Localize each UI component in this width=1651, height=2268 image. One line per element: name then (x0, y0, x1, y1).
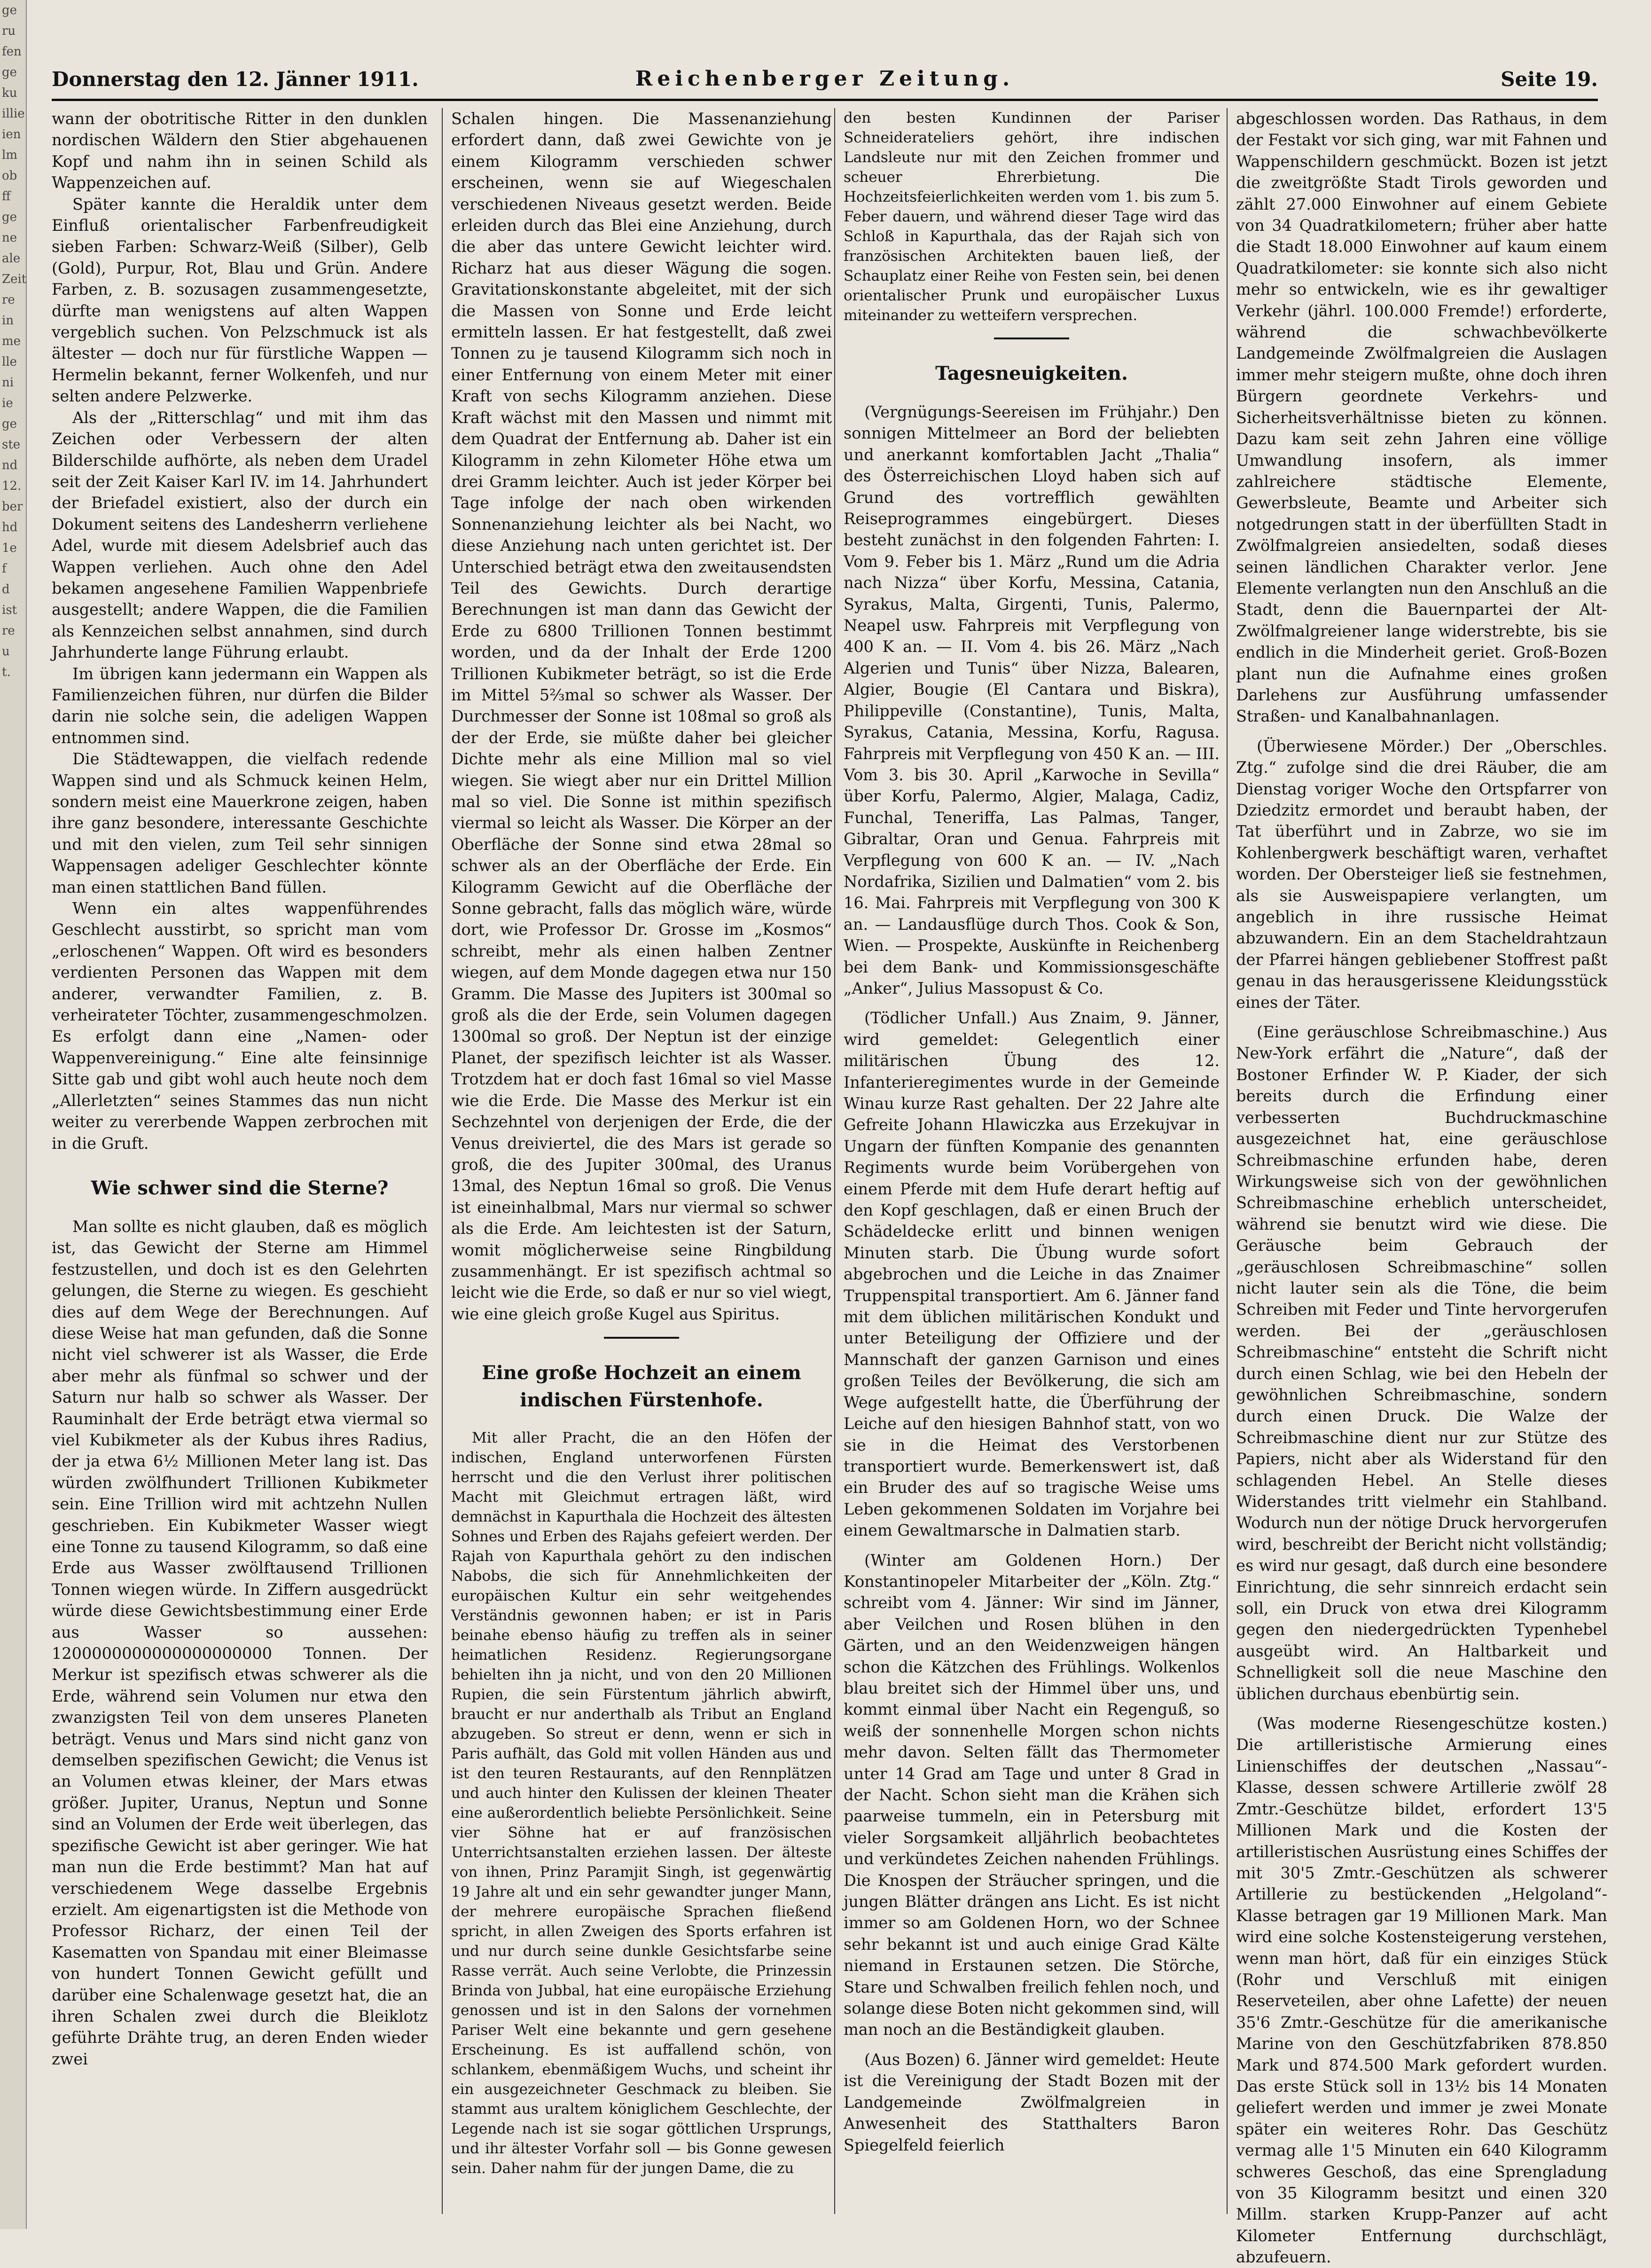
news-item: (Überwiesene Mörder.) Der „Oberschles. Ztg.“ zufolge sind die drei Räuber, die am Dienstag voriger Woche den Ortspfarrer von Dziedzitz ermordet und beraubt haben, der Tat überführt und in Zabrze, wo sie im Kohlenbergwerk beschäftigt waren, verhaftet worden. Der Obersteiger ließ sie festnehmen, als sie Ausweispapiere verlangten, um angeblich in ihre russische Heimat abzuwandern. Ein an dem Stacheldrahtzaun der Pfarrei hängen gebliebener Stoffrest paßt genau in das herausgerissene Kleidungsstück eines der Täter. (1236, 737, 1607, 1012)
article-paragraph: Im übrigen kann jedermann ein Wappen als Familienzeichen führen, nur dürfen die Bilder darin nie solche sein, die adeligen Wappen entnommen sind. (52, 664, 428, 747)
article-paragraph: Schalen hingen. Die Massenanziehung erfordert dann, daß zwei Gewichte von je einem Kilogramm verschieden schwer erscheinen, wenn sie auf Wiegeschalen verschiedenen Niveaus gesetzt werden. Beide erleiden durch das Blei eine Anziehung, durch die aber das untere Gewicht leichter wird. Richarz hat aus dieser Wägung die sogen. Gravitationskonstante abgeleitet, mit der sich die Massen von Sonne und Erde leicht ermitteln lassen. Er hat festgestellt, daß zwei Tonnen zu je tausend Kilogramm sich noch in einer Entfernung von einem Meter mit einer Kraft von sechs Kilogramm anziehen. Diese Kraft wächst mit den Massen und nimmt mit dem Quadrat der Entfernung ab. Daher ist ein Kilogramm in zehn Kilometer Höhe etwa um drei Gramm leichter. Auch ist jeder Körper bei Tage infolge der nach oben wirkenden Sonnenanziehung leichter als bei Nacht, wo diese Anziehung nach unten gerichtet ist. Der Unterschied beträgt etwa den zweitausendsten Teil des Gewichts. Durch derartige Berechnungen ist man dann das Gewicht der Erde zu 6800 Trillionen Tonnen bestimmt worden, und da der Inhalt der Erde 1200 Trillionen Kubikmeter beträgt, so ist die Erde im Mittel 5⅔mal so schwer als Wasser. Der Durchmesser der Sonne ist 108mal so groß als der der Erde, sie müßte daher bei gleicher Dichte mehr als eine Million mal so viel wiegen. Sie wiegt aber nur ein Drittel Million mal so viel. Die Sonne ist mithin spezifisch viermal so leicht als Wasser. Die Körper an der Oberfläche der Sonne sind etwa 28mal so schwer als an der Oberfläche der Erde. Ein Kilogramm Gewicht auf die Oberfläche der Sonne gebracht, falls das möglich wäre, würde dort, wie Professor Dr. Grosse im „Kosmos“ schreibt, mehr als einen halben Zentner wiegen, auf dem Monde dagegen etwa nur 150 Gramm. Die Masse des Jupiters ist 300mal so groß als die der Erde, sein Volumen dagegen 1300mal so groß. Der Neptun ist der einzige Planet, der spezifisch leichter ist als Wasser. Trotzdem hat er doch fast 16mal so viel Masse wie die Erde. Die Masse des Merkur ist ein Sechzehntel von derjenigen der Erde, die der Venus dreiviertel, die des Mars ist gerade so groß, die des Jupiter 300mal, des Uranus 13mal, des Neptun 16mal so groß. Die Venus ist eineinhalbmal, Mars nur viermal so schwer als die Erde. Am leichtesten ist der Saturn, womit möglicherweise seine Ringbildung zusammenhängt. Er ist spezifisch achtmal so leicht wie die Erde, so daß er nur so viel wiegt, wie eine gleich große Kugel aus Spiritus. (451, 110, 832, 1323)
news-item: (Winter am Goldenen Horn.) Der Konstantinopeler Mitarbeiter der „Köln. Ztg.“ schreibt vom 4. Jänner: Wir sind im Jänner, aber Veilchen und Rosen blühen in den Gärten, und an den Weidenzweigen hängen schon die Kätzchen des Frühlings. Wolkenlos blau breitet sich der Himmel über uns, und kommt einmal über Nacht ein Regenguß, so weiß der sonnenhelle Morgen schon nichts mehr davon. Selten fällt das Thermometer unter 14 Grad am Tage und unter 8 Grad in der Nacht. Schon sieht man die Krähen sich paarweise tummeln, ein in Petersburg mit vieler Sorgsamkeit alljährlich beobachtetes und verkündetes Zeichen nahenden Frühlings. Die Knospen der Sträucher springen, und die jungen Blätter drängen ans Licht. Es ist nicht immer so am Goldenen Horn, wo der Schnee sehr bekannt ist und auch einige Grad Kälte niemand in Erstaunen setzen. Die Störche, Stare und Schwalben freilich fehlen noch, und solange diese Boten nicht gekommen sind, will man noch an die Beständigkeit glauben. (844, 1551, 1220, 2039)
news-item: (Tödlicher Unfall.) Aus Znaim, 9. Jänner, wird gemeldet: Gelegentlich einer militärischen Übung des 12. Infanterieregimentes wurde in der Gemeinde Winau kurze Rast gehalten. Der 22 Jahre alte Gefreite Johann Hlawiczka aus Erzekujvar in Ungarn der fünften Kompanie des genannten Regiments wurde beim Vorübergehen von einem Pferde mit dem Hufe derart heftig auf den Kopf geschlagen, daß er einen Bruch der Schädeldecke erlitt und binnen wenigen Minuten starb. Die Übung wurde sofort abgebrochen und die Leiche in das Znaimer Truppenspital transportiert. Am 6. Jänner fand mit dem üblichen militärischen Kondukt und unter Beteiligung der Offiziere und der Mannschaft der ganzen Garnison und eines großen Teiles der Bevölkerung, die sich am Wege aufgestellt hatte, die Überführung der Leiche auf den hiesigen Bahnhof statt, von wo sie in die Heimat des Verstorbenen transportiert wurde. Bemerkenswert ist, daß ein Bruder des auf so tragische Weise ums Leben gekommenen Soldaten im Vorjahre bei einem Gewaltmarsche in Dalmatien starb. (844, 1009, 1220, 1540)
edge-fragment: f (2, 562, 7, 576)
edge-fragment: ff (2, 189, 11, 204)
article-paragraph: abgeschlossen worden. Das Rathaus, in dem der Festakt vor sich ging, war mit Fahnen und Wappenschildern geschmückt. Bozen ist jetzt die zweitgrößte Stadt Tirols geworden und zählt 27.000 Einwohner auf einem Gebiete von 34 Quadratkilometern; früher aber hatte die Stadt 18.000 Einwohner auf kaum einem Quadratkilometer: sie konnte sich also nicht mehr so entwickeln, wie es ihr gewaltiger Verkehr (jährl. 100.000 Fremde!) erforderte, während die schwachbevölkerte Landgemeinde Zwölfmalgreien die Auslagen immer mehr steigern mußte, ohne doch ihren Bürgern geordnete Verkehrs- und Sicherheitsverhältnisse bieten zu können. Dazu kam seit zehn Jahren eine völlige Umwandlung insofern, als immer zahlreichere städtische Elemente, Gewerbsleute, Beamte und Arbeiter sich notgedrungen statt in der überfüllten Stadt in Zwölfmalgreien ansiedelten, sodaß dieses seinen ländlichen Charakter verlor. Jene Elemente verlangten nun den Anschluß an die Stadt, denn die Bauernpartei der Alt-Zwölfmalgreiener lange widerstrebte, bis sie endlich in die Minderheit geriet. Groß-Bozen plant nun die Aufnahme eines großen Darlehens zur Ausführung umfassender Straßen- und Kanalbahnanlagen. (1236, 110, 1607, 726)
edge-fragment: re (2, 624, 15, 638)
article-columns (52, 108, 1607, 2267)
edge-fragment: ne (2, 231, 17, 245)
edge-fragment: ie (2, 396, 13, 410)
edge-fragment: Zeit (2, 272, 27, 286)
edge-fragment: re (2, 293, 15, 307)
article-heading: Wie schwer sind die Sterne? (91, 1177, 389, 1199)
page-number: Seite 19. (1501, 68, 1598, 91)
edge-fragment: ge (2, 417, 17, 431)
article-paragraph: Mit aller Pracht, die an den Höfen der indischen, England unterworfenen Fürsten herrscht und die den Verlust ihrer politischen Macht mit Gleichmut ertragen läßt, wird demnächst in Kapurthala die Hochzeit des ältesten Sohnes und Erben des Rajahs gefeiert werden. Der Rajah von Kapurthala gehört zu den indischen Nabobs, die sich für Annehmlichkeiten der europäischen Kultur ein sehr weitgehendes Verständnis gewonnen haben; er ist in Paris beinahe ebenso häufig zu treffen als in seiner heimatlichen Residenz. Regierungsorgane behielten ihn ja nicht, und von den 20 Millionen Rupien, die sein Fürstentum jährlich abwirft, braucht er nur anderthalb als Tribut an England abzugeben. So streut er denn, wenn er sich in Paris aufhält, das Gold mit vollen Händen aus und ist den teuren Restaurants, auf den Rennplätzen und auch hinter den Kulissen der kleinen Theater eine außerordentlich beliebte Persönlichkeit. Seine vier Söhne hat er auf französischen Unterrichtsanstalten erziehen lassen. Der älteste von ihnen, Prinz Paramjit Singh, ist gegenwärtig 19 Jahre alt und ein sehr gewandter junger Mann, der mehrere europäische Sprachen fließend spricht, in allen Zweigen des Sports erfahren ist und nur durch seine dunkle Gesichtsfarbe seine Rasse verrät. Auch seine Verlobte, die Prinzessin Brinda von Jubbal, hat eine europäische Erziehung genossen und ist in den Salons der vornehmen Pariser Welt eine bekannte und gern gesehene Erscheinung. Es ist auffallend schön, von schlankem, ebenmäßigem Wuchs, und scheint ihr ein ausgezeichneter Geschmack zu bleiben. Sie stammt aus uraltem königlichem Geschlechte, der Legende nach ist sie sogar göttlichen Ursprungs, und ihr ältester Vorfahr soll — bis Gonne gewesen sein. Daher nahm für der jungen Dame, die zu (451, 1429, 832, 2177)
edge-fragment: nd (2, 458, 18, 472)
edge-fragment: ale (2, 251, 21, 266)
article-paragraph: Wenn ein altes wappenführendes Geschlecht ausstirbt, so spricht man vom „erloschenen“ Wappen. Oft wird es besonders verdienten Personen das Wappen mit dem anderer, verwandter Familien, z. B. verheirateter Töchter, zusammengeschmolzen. Es erfolgt dann eine „Namen- oder Wappenvereinigung.“ Eine alte feinsinnige Sitte gab und gibt wohl auch heute noch dem „Allerletzten“ seines Stammes das nun nicht weiter zu vererbende Wappen zerbrochen mit in die Gruft. (52, 899, 428, 1153)
edge-fragment: in (2, 314, 14, 328)
news-item: (Vergnügungs-Seereisen im Frühjahr.) Den sonnigen Mittelmeer an Bord der beliebten und anerkannt komfortablen Jacht „Thalia“ des Österreichischen Lloyd haben sich auf Grund des vortrefflich gewählten Reiseprogrammes eingebürgert. Dieses besteht zunächst in den folgenden Fahrten: I. Vom 9. Feber bis 1. März „Rund um die Adria nach Nizza“ über Korfu, Messina, Catania, Syrakus, Malta, Girgenti, Tunis, Palermo, Neapel usw. Fahrpreis mit Verpflegung von 400 K an. — II. Vom 4. bis 26. März „Nach Algerien und Tunis“ über Nizza, Balearen, Algier, Bougie (El Cantara und Biskra), Philippeville (Constantine), Tunis, Malta, Syrakus, Catania, Messina, Korfu, Ragusa. Fahrpreis mit Verpflegung von 450 K an. — III. Vom 3. bis 30. April „Karwoche in Sevilla“ über Korfu, Palermo, Algier, Malaga, Cadiz, Funchal, Teneriffa, Las Palmas, Tanger, Gibraltar, Oran und Genua. Fahrpreis mit Verpflegung von 600 K an. — IV. „Nach Nordafrika, Sizilien und Dalmatien“ vom 2. bis 16. Mai. Fahrpreis mit Verpflegung von 300 K an. — Landausflüge durch Thos. Cook & Son, Wien. — Prospekte, Auskünfte in Reichenberg bei dem Bank- und Kommissionsgeschäfte „Anker“, Julius Massopust & Co. (844, 403, 1220, 997)
edge-fragment: ni (2, 376, 14, 390)
issue-date: Donnerstag den 12. Jänner 1911. (52, 68, 419, 91)
edge-fragment: ist (2, 603, 17, 617)
edge-fragment: ge (2, 210, 17, 224)
edge-fragment: d (2, 582, 10, 596)
edge-fragment: t. (2, 665, 11, 679)
edge-fragment: ge (2, 3, 17, 17)
edge-fragment: ien (2, 127, 21, 141)
column-2 (442, 108, 840, 2214)
article-paragraph: wann der obotritische Ritter in den dunklen nordischen Wäldern den Stier abgehauenen Kopf und nahm ihn in seinen Schild als Wappenzeichen auf. (52, 110, 428, 192)
edge-fragment: ber (2, 500, 23, 514)
page-header (52, 66, 1598, 101)
article-heading: Eine große Hochzeit an einem indischen Fürstenhofe. (482, 1362, 801, 1412)
article-paragraph: Als der „Ritterschlag“ und mit ihm das Zeichen oder Verbessern der alten Bilderschilde aufhörte, als neben dem Uradel seit der Zeit Kaiser Karl IV. im 14. Jahrhundert der Briefadel existiert, also der durch ein Dokument seitens des Landesherrn verliehene Adel, wurde mit diesem Adelsbrief auch das Wappen verliehen. Auch ohne den Adel bekamen angesehene Familien Wappenbriefe ausgestellt; andere Wappen, die die Familien als Kennzeichen selbst annahmen, sind durch Jahrhunderte lange Führung erlaubt. (52, 408, 428, 662)
edge-fragment: 12. (2, 479, 22, 493)
article-paragraph: Die Städtewappen, die vielfach redende Wappen sind und als Schmuck keinen Helm, sondern meist eine Mauerkrone zeigen, haben ihre ganz besondere, interessante Geschichte und mit den vielen, zum Teil sehr sinnigen Wappensagen adeliger Geschlechter könnte man einen stattlichen Band füllen. (52, 750, 428, 896)
edge-fragment: ste (2, 438, 21, 452)
news-item: (Was moderne Riesengeschütze kosten.) Die artilleristische Armierung eines Linienschiffes der deutschen „Nassau“-Klasse, dessen schwere Artillerie zwölf 28 Zmtr.-Geschütze bildet, erfordert 13'5 Millionen Mark und die Kosten der artilleristischen Ausrüstung eines Schiffes der mit 30'5 Zmtr.-Geschützen als schwerer Artillerie zu bestückenden „Helgoland“-Klasse betragen gar 19 Millionen Mark. Man wird eine solche Kostensteigerung verstehen, wenn man hört, daß für ein einziges Stück (Rohr und Verschluß mit einigen Reserveteilen, aber ohne Lafette) der neuen 35'6 Zmtr.-Geschütze für die amerikanische Marine von den Geschützfabriken 878.850 Mark und 874.500 Mark gefordert wurden. Das erste Stück soll in 13½ bis 14 Monaten geliefert werden und immer je zwei Monate später ein weiteres Rohr. Das Geschütz vermag alle 1'5 Minuten ein 640 Kilogramm schweres Geschoß, das eine Sprengladung von 35 Kilogramm besitzt und einen 320 Millm. starken Krupp-Panzer auf acht Kilometer Entfernung durchschlägt, abzufeuern. (1236, 1714, 1607, 2267)
edge-fragment: ku (2, 86, 17, 100)
edge-fragment: ru (2, 24, 16, 38)
column-3 (834, 108, 1228, 2214)
masthead-title: Reichenberger Zeitung. (635, 67, 1015, 91)
edge-fragment: illie (2, 107, 25, 121)
column-1 (52, 108, 436, 2214)
article-paragraph: den besten Kundinnen der Pariser Schneiderateliers gehört, ihre indischen Landsleute nur mit den Zeichen frommer und scheuer Ehrerbietung. Die Hochzeitsfeierlichkeiten werden vom 1. bis zum 5. Feber dauern, und während dieser Tage wird das Schloß in Kapurthala, das der Rajah sich von französischen Architekten bauen ließ, der Schauplatz einer Reihe von Festen sein, bei denen orientalischer Prunk und europäischer Luxus miteinander zu wetteifern versprechen. (844, 110, 1220, 324)
edge-fragment: me (2, 334, 21, 348)
edge-fragment: ob (2, 169, 17, 183)
edge-fragment: fen (2, 45, 22, 59)
article-paragraph: Später kannte die Heraldik unter dem Einfluß orientalischer Farbenfreudigkeit sieben Farben: Schwarz-Weiß (Silber), Gelb (Gold), Purpur, Rot, Blau und Grün. Andere Farben, z. B. sozusagen zusammengesetzte, dürfte man wenigstens auf alten Wappen vergeblich suchen. Von Pelzschmuck ist als ältester — doch nur für fürstliche Wappen — Hermelin bekannt, ferner Wolkenfeh, und nur selten andere Pelzwerke. (52, 195, 428, 406)
edge-fragment: lle (2, 355, 17, 369)
edge-fragment: u (2, 644, 10, 659)
edge-fragment: lm (2, 148, 17, 162)
edge-fragment: hd (2, 520, 18, 534)
edge-fragment: 1e (2, 541, 17, 555)
divider (604, 1337, 679, 1339)
news-item: (Aus Bozen) 6. Jänner wird gemeldet: Heute ist die Vereinigung der Stadt Bozen mit der Landgemeinde Zwölfmalgreien in Anwesenheit des Statthalters Baron Spiegelfeld feierlich (844, 2050, 1220, 2154)
article-paragraph: Man sollte es nicht glauben, daß es möglich ist, das Gewicht der Sterne am Himmel festzustellen, und doch ist es den Gelehrten gelungen, die Sterne zu wiegen. Es geschieht dies auf dem Wege der Berechnungen. Auf diese Weise hat man gefunden, daß die Sonne nicht viel schwerer ist als Wasser, die Erde aber mehr als fünfmal so schwer und der Saturn nur halb so schwer als Wasser. Der Rauminhalt der Erde beträgt etwa viermal so viel Kubikmeter als der Kubus ihres Radius, der ja etwa 6½ Millionen Meter lang ist. Das würden zwölfhundert Trillionen Kubikmeter sein. Eine Trillion wird mit achtzehn Nullen geschrieben. Ein Kubikmeter Wasser wiegt eine Tonne zu tausend Kilogramm, so daß eine Erde aus Wasser zwölftausend Trillionen Tonnen wiegen würde. In Ziffern ausgedrückt würde diese Gewichtsbestimmung einer Erde aus Wasser so aussehen: 1200000000000000000000 Tonnen. Der Merkur ist spezifisch etwas schwerer als die Erde, während sein Volumen nur etwa den zwanzigsten Teil von dem unseres Planeten beträgt. Venus und Mars sind nicht ganz von demselben spezifischen Gewicht; die Venus ist an Volumen etwas kleiner, der Mars etwas größer. Jupiter, Uranus, Neptun und Sonne sind an Volumen der Erde weit überlegen, das spezifische Gewicht ist aber geringer. Wie hat man nun die Erde bestimmt? Man hat auf verschiedenem Wege dasselbe Ergebnis erzielt. Am eigenartigsten ist die Methode von Professor Richarz, der einen Teil der Kasematten von Spandau mit einer Bleimasse von hundert Tonnen Gewicht gefüllt und darüber eine Schalenwage gesetzt hat, die an ihren Schalen zwei durch die Bleiklotz geführte Drähte trug, an deren Enden wieder zwei (52, 1217, 428, 2068)
section-heading: Tagesneuigkeiten. (935, 362, 1128, 385)
divider (994, 337, 1069, 339)
news-item: (Eine geräuschlose Schreibmaschine.) Aus New-York erfährt die „Nature“, daß der Bostoner Erfinder W. P. Kiader, der sich bereits durch die Erfindung einer verbesserten Buchdruckmaschine ausgezeichnet hat, eine geräuschlose Schreibmaschine erfunden habe, deren Wirkungsweise sich von der gewöhnlichen Schreibmaschine erheblich unterscheidet, während sie benutzt wird wie diese. Die Geräusche beim Gebrauch der „geräuschlosen Schreibmaschine“ sollen nicht lauter sein als die Töne, die beim Schreiben mit Feder und Tinte hervorgerufen werden. Bei der „geräuschlosen Schreibmaschine“ entsteht die Schrift nicht durch einen Schlag, wie bei den Hebeln der gewöhnlichen Schreibmaschine, sondern durch einen Druck. Die Walze der Schreibmaschine dient nur zur Stütze des Papiers, nicht aber als Widerstand für den schlagenden Hebel. An Stelle dieses Widerstandes tritt vielmehr ein Stahlband. Wodurch nun der nötige Druck hervorgerufen wird, beschreibt der Bericht nicht vollständig; es wird nur gesagt, daß durch eine besondere Einrichtung, die sehr sinnreich erdacht sein soll, ein Druck von etwa drei Kilogramm gegen den niedergedrückten Typenhebel ausgeübt wird. An Haltbarkeit und Schnelligkeit soll die neue Maschine den üblichen durchaus ebenbürtig sein. (1236, 1023, 1607, 1703)
column-4 (1227, 108, 1607, 2267)
edge-fragment: ge (2, 65, 17, 79)
previous-page-edge (0, 0, 27, 2229)
